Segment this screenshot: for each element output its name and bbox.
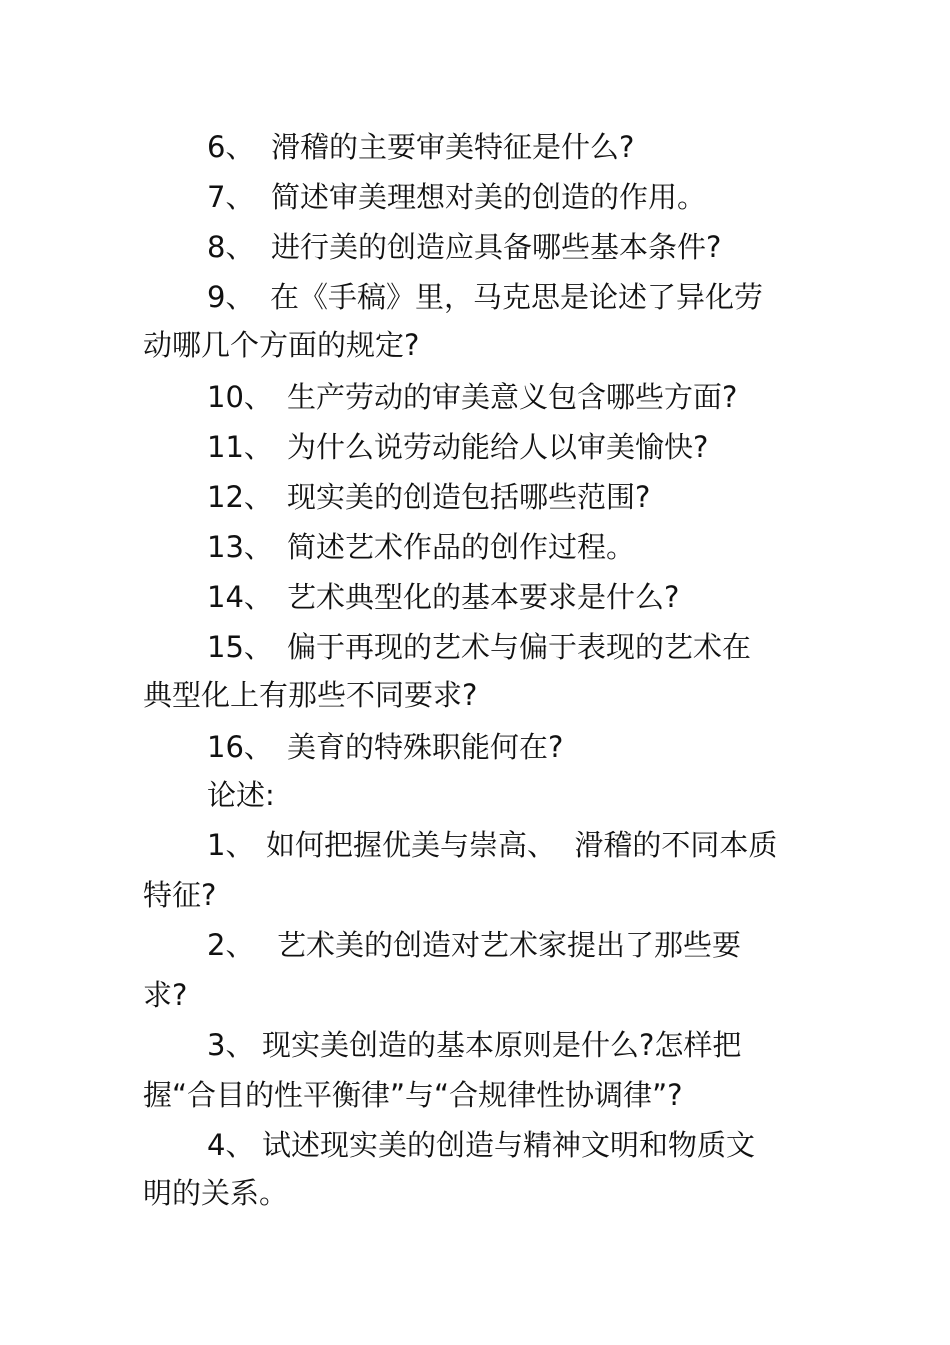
question-11 — [207, 430, 708, 464]
question-number: 7、 — [207, 180, 255, 214]
question-14 — [207, 580, 679, 614]
question-10 — [207, 380, 737, 414]
question-text: 现实美创造的基本原则是什么?怎样把 — [262, 1028, 742, 1062]
essay-question-3-continuation: 握“合目的性平衡律”与“合规律性协调律”? — [143, 1078, 683, 1112]
question-text: 艺术典型化的基本要求是什么? — [287, 580, 680, 614]
question-text: 如何把握优美与崇高、 滑稽的不同本质 — [266, 828, 778, 862]
question-text: 进行美的创造应具备哪些基本条件? — [271, 230, 722, 264]
question-text: 现实美的创造包括哪些范围? — [287, 480, 651, 514]
question-number: 2、 — [207, 928, 255, 962]
essay-question-4-continuation: 明的关系。 — [143, 1176, 289, 1210]
question-number: 16、 — [207, 730, 273, 764]
question-text: 为什么说劳动能给人以审美愉快? — [287, 430, 709, 464]
question-number: 3、 — [207, 1028, 255, 1062]
question-number: 8、 — [207, 230, 255, 264]
question-text: 在《手稿》里，马克思是论述了异化劳 — [270, 280, 764, 314]
question-number: 1、 — [207, 828, 255, 862]
question-text: 简述审美理想对美的创造的作用。 — [271, 180, 707, 214]
question-number: 12、 — [207, 480, 273, 514]
question-7 — [207, 180, 706, 214]
essay-question-2-continuation: 求? — [143, 978, 188, 1012]
essay-question-3 — [207, 1028, 741, 1062]
question-number: 9、 — [207, 280, 255, 314]
question-number: 15、 — [207, 630, 273, 664]
question-6 — [207, 130, 634, 164]
question-text: 试述现实美的创造与精神文明和物质文 — [262, 1128, 756, 1162]
question-9 — [207, 280, 763, 314]
essay-question-1 — [207, 828, 777, 862]
essay-question-2 — [207, 928, 741, 962]
question-text: 美育的特殊职能何在? — [287, 730, 564, 764]
question-15 — [207, 630, 751, 664]
essay-question-1-continuation: 特征? — [143, 878, 217, 912]
question-text: 生产劳动的审美意义包含哪些方面? — [287, 380, 738, 414]
question-text: 简述艺术作品的创作过程。 — [287, 530, 636, 564]
essay-heading: 论述: — [207, 778, 275, 812]
question-number: 10、 — [207, 380, 273, 414]
question-text: 艺术美的创造对艺术家提出了那些要 — [277, 928, 742, 962]
essay-question-4 — [207, 1128, 755, 1162]
question-text: 滑稽的主要审美特征是什么? — [271, 130, 635, 164]
question-number: 6、 — [207, 130, 255, 164]
question-12 — [207, 480, 650, 514]
question-text: 偏于再现的艺术与偏于表现的艺术在 — [287, 630, 752, 664]
question-number: 11、 — [207, 430, 273, 464]
question-9-continuation: 动哪几个方面的规定? — [143, 328, 420, 362]
question-number: 14、 — [207, 580, 273, 614]
question-number: 13、 — [207, 530, 273, 564]
question-15-continuation: 典型化上有那些不同要求? — [143, 678, 478, 712]
question-8 — [207, 230, 721, 264]
question-16 — [207, 730, 563, 764]
question-number: 4、 — [207, 1128, 255, 1162]
question-13 — [207, 530, 635, 564]
